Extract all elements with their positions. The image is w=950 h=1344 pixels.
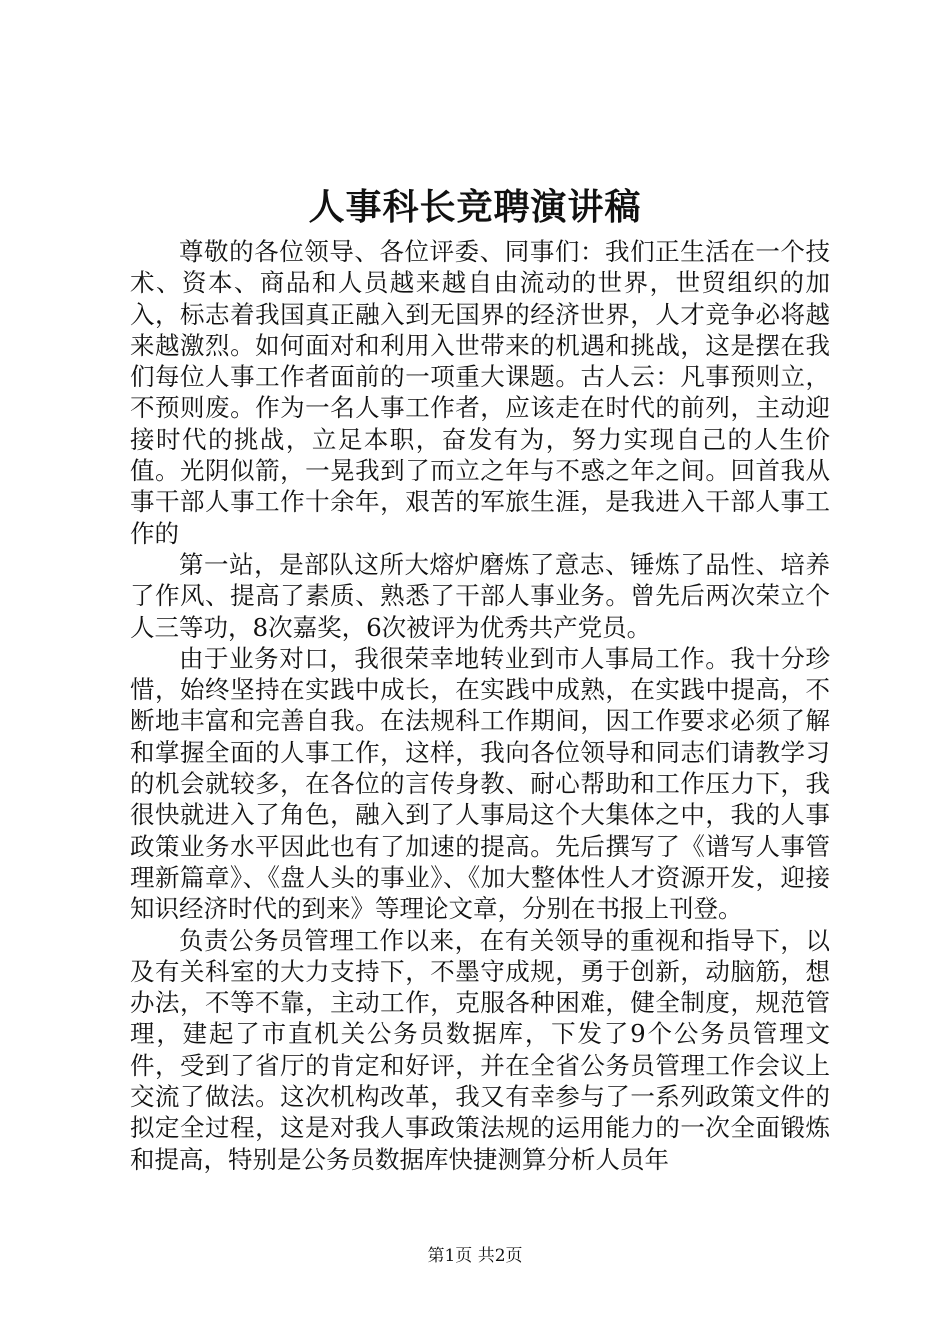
paragraph-2: 第一站，是部队这所大熔炉磨炼了意志、锤炼了品性、培养了作风、提高了素质、熟悉了干部人事业务。曾先后两次荣立个人三等功，8次嘉奖，6次被评为优秀共产党员。 [130,549,830,642]
paragraph-3: 由于业务对口，我很荣幸地转业到市人事局工作。我十分珍惜，始终坚持在实践中成长，在实践中成熟，在实践中提高，不断地丰富和完善自我。在法规科工作期间，因工作要求必须了解和掌握全面的人事工作，这样，我向各位领导和同志们请教学习的机会就较多，在各位的言传身教、耐心帮助和工作压力下，我很快就进入了角色，融入到了人事局这个大集体之中，我的人事政策业务水平因此也有了加速的提高。先后撰写了《谱写人事管理新篇章》、《盘人头的事业》、《加大整体性人才资源开发，迎接知识经济时代的到来》等理论文章，分别在书报上刊登。 [130,643,830,924]
document-title: 人事科长竞聘演讲稿 [308,186,642,228]
page-footer: 第1页 共2页 [427,1246,523,1266]
paragraph-4: 负责公务员管理工作以来，在有关领导的重视和指导下，以及有关科室的大力支持下，不墨守成规，勇于创新，动脑筋，想办法，不等不靠，主动工作，克服各种困难，健全制度，规范管理，建起了市直机关公务员数据库，下发了9个公务员管理文件，受到了省厅的肯定和好评，并在全省公务员管理工作会议上交流了做法。这次机构改革，我又有幸参与了一系列政策文件的拟定全过程，这是对我人事政策法规的运用能力的一次全面锻炼和提高，特别是公务员数据库快捷测算分析人员年 [130,925,830,1174]
paragraph-1: 尊敬的各位领导、各位评委、同事们：我们正生活在一个技术、资本、商品和人员越来越自由流动的世界，世贸组织的加入，标志着我国真正融入到无国界的经济世界，人才竞争必将越来越激烈。如何面对和利用入世带来的机遇和挑战，这是摆在我们每位人事工作者面前的一项重大课题。古人云：凡事预则立，不预则废。作为一名人事工作者，应该走在时代的前列，主动迎接时代的挑战，立足本职，奋发有为，努力实现自己的人生价值。光阴似箭，一晃我到了而立之年与不惑之年之间。回首我从事干部人事工作十余年，艰苦的军旅生涯，是我进入干部人事工作的 [130,237,830,548]
document-body [130,236,830,1175]
